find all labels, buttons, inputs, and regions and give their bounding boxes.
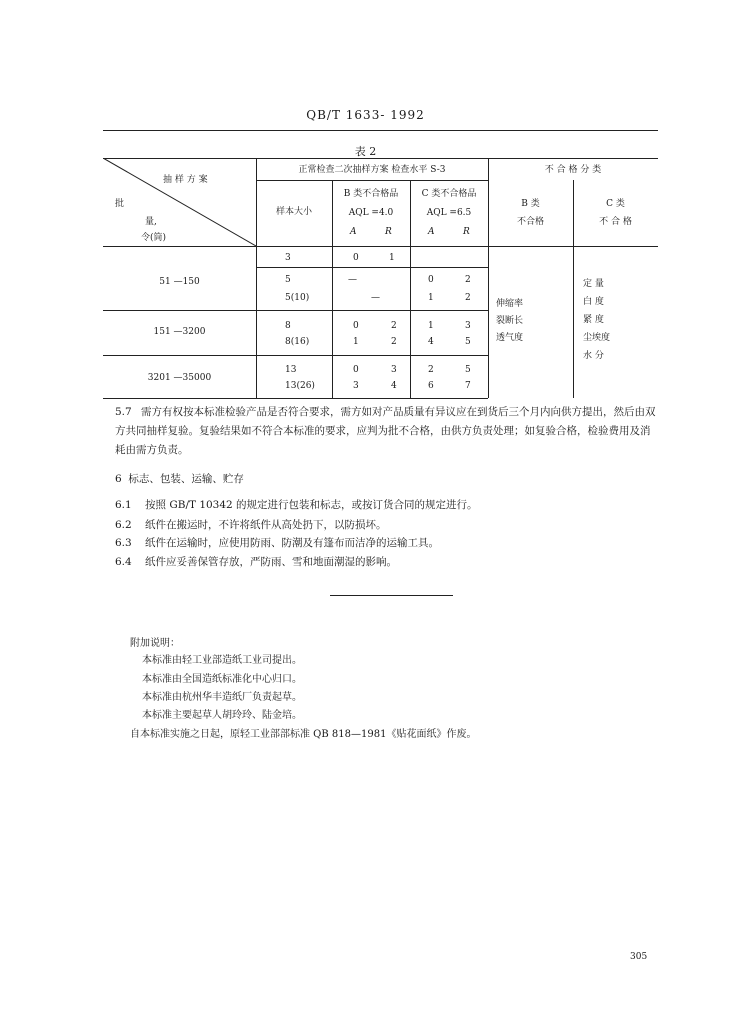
- c-nonconforming-header: C 类不合格品: [421, 189, 477, 199]
- clause-number: 6.3: [115, 537, 132, 549]
- b-item: 裂断长: [496, 316, 524, 326]
- b-reject-cell: 3: [391, 365, 397, 375]
- b-class-header: B 类: [521, 199, 540, 209]
- c-reject-cell: 7: [465, 381, 471, 391]
- b-item: 透气度: [496, 333, 524, 343]
- clause-6-4: [115, 554, 397, 570]
- b-nonconforming-header: B 类不合格品: [343, 189, 399, 199]
- col-rule: [488, 158, 489, 398]
- diag-left-label: 批: [115, 199, 125, 209]
- scheme-title-rule: [256, 180, 488, 181]
- section-number: 6: [115, 473, 122, 485]
- b-reject-cell: 4: [391, 381, 397, 391]
- b-reject-cell: —: [371, 293, 380, 303]
- sample-cell: 5: [285, 275, 291, 285]
- b-reject-cell: 2: [391, 337, 397, 347]
- c-class-header: C 类: [606, 199, 625, 209]
- note-line: 本标准主要起草人胡玲玲、陆金培。: [142, 710, 302, 721]
- b-accept-cell: 0: [353, 253, 359, 263]
- sample-cell: 8(16): [285, 337, 310, 347]
- c-item: 紧 度: [583, 315, 604, 325]
- row-rule: [103, 310, 488, 311]
- b-class-sub: 不合格: [516, 217, 544, 227]
- c-aql: AQL =6.5: [426, 208, 472, 218]
- b-reject-label: R: [385, 227, 392, 237]
- lot-range-cell: 151 —3200: [153, 327, 206, 337]
- section-6-heading: [115, 471, 244, 487]
- table-bottom-rule: [103, 398, 488, 399]
- note-line: 本标准由杭州华丰造纸厂负责起草。: [142, 692, 302, 703]
- row-rule: [103, 355, 488, 356]
- clause-number: 5.7: [115, 406, 132, 418]
- c-item: 尘埃度: [583, 333, 611, 343]
- c-reject-cell: 2: [465, 293, 471, 303]
- c-reject-cell: 3: [465, 321, 471, 331]
- b-item: 伸缩率: [496, 299, 524, 309]
- end-rule: [330, 595, 453, 596]
- c-accept-label: A: [428, 227, 435, 237]
- c-class-sub: 不 合 格: [599, 217, 632, 227]
- lot-range-cell: 3201 —35000: [147, 373, 212, 383]
- clause-text: 需方有权按本标准检验产品是否符合要求，需方如对产品质量有异议应在到货后三个月内向供方提出，然后由双方共同抽样复验。复验结果如不符合本标准的要求，应判为批不合格，由供方负责处理；如复验合格，检验费用及消耗由需方负责。: [115, 406, 656, 456]
- section-title: 标志、包装、运输、贮存: [128, 473, 244, 485]
- c-accept-cell: 4: [428, 337, 434, 347]
- c-item: 白 度: [583, 297, 604, 307]
- sample-cell: 3: [285, 253, 291, 263]
- header-diagonal: [103, 158, 257, 247]
- clause-6-3: [115, 535, 439, 551]
- scheme-title: 正常检查二次抽样方案 检查水平 S-3: [298, 165, 446, 175]
- sample-cell: 8: [285, 321, 291, 331]
- c-accept-cell: 2: [428, 365, 434, 375]
- clause-5-7: [115, 403, 660, 460]
- c-accept-cell: 1: [428, 293, 434, 303]
- c-item: 定 量: [583, 279, 604, 289]
- clause-6-2: [115, 517, 387, 533]
- sample-cell: 13(26): [285, 381, 315, 391]
- nonconformity-class-title: 不 合 格 分 类: [544, 165, 602, 175]
- standard-header: QB/T 1633- 1992: [306, 108, 425, 122]
- diag-bottom-label: 令(筒): [141, 233, 167, 243]
- note-line: 本标准由全国造纸标准化中心归口。: [142, 674, 302, 685]
- clause-6-1: [115, 497, 478, 513]
- table-caption: 表 2: [354, 145, 377, 158]
- clause-number: 6.1: [115, 499, 132, 511]
- b-accept-cell: 1: [353, 337, 359, 347]
- note-line: 本标准由轻工业部造纸工业司提出。: [142, 655, 302, 666]
- c-accept-cell: 6: [428, 381, 434, 391]
- clause-number: 6.2: [115, 519, 132, 531]
- c-reject-cell: 5: [465, 337, 471, 347]
- b-reject-cell: 2: [391, 321, 397, 331]
- clause-text: 纸件在搬运时，不许将纸件从高处扔下，以防损坏。: [145, 519, 387, 531]
- b-dash-cell: —: [348, 275, 357, 285]
- b-accept-cell: 0: [353, 365, 359, 375]
- clause-text: 纸件在运输时，应使用防雨、防潮及有篷布而洁净的运输工具。: [145, 537, 439, 549]
- clause-text: 按照 GB/T 10342 的规定进行包装和标志，或按订货合同的规定进行。: [145, 499, 478, 511]
- sampling-table: [103, 158, 658, 398]
- header-rule: [103, 130, 658, 131]
- lot-range-cell: 51 —150: [159, 277, 200, 287]
- sample-cell: 5(10): [285, 293, 310, 303]
- notes-title: 附加说明：: [130, 638, 180, 649]
- c-reject-cell: 5: [465, 365, 471, 375]
- c-accept-cell: 0: [428, 275, 434, 285]
- c-reject-cell: 2: [465, 275, 471, 285]
- sample-cell: 13: [285, 365, 297, 375]
- b-aql: AQL =4.0: [348, 208, 394, 218]
- diag-mid-label: 量,: [145, 217, 157, 227]
- c-accept-cell: 1: [428, 321, 434, 331]
- row-rule: [256, 267, 488, 268]
- diag-top-label: 抽 样 方 案: [163, 175, 208, 185]
- clause-text: 纸件应妥善保管存放，严防雨、雪和地面潮湿的影响。: [145, 556, 397, 568]
- b-accept-cell: 0: [353, 321, 359, 331]
- sample-size-header: 样本大小: [275, 207, 312, 217]
- page-number: 305: [630, 952, 648, 962]
- b-accept-label: A: [350, 227, 357, 237]
- b-reject-cell: 1: [389, 253, 395, 263]
- note-line: 自本标准实施之日起，原轻工业部部标准 QB 818—1981《贴花面纸》作废。: [130, 729, 477, 740]
- clause-number: 6.4: [115, 556, 132, 568]
- c-reject-label: R: [463, 227, 470, 237]
- b-accept-cell: 3: [353, 381, 359, 391]
- col-rule: [573, 180, 574, 398]
- c-item: 水 分: [583, 351, 604, 361]
